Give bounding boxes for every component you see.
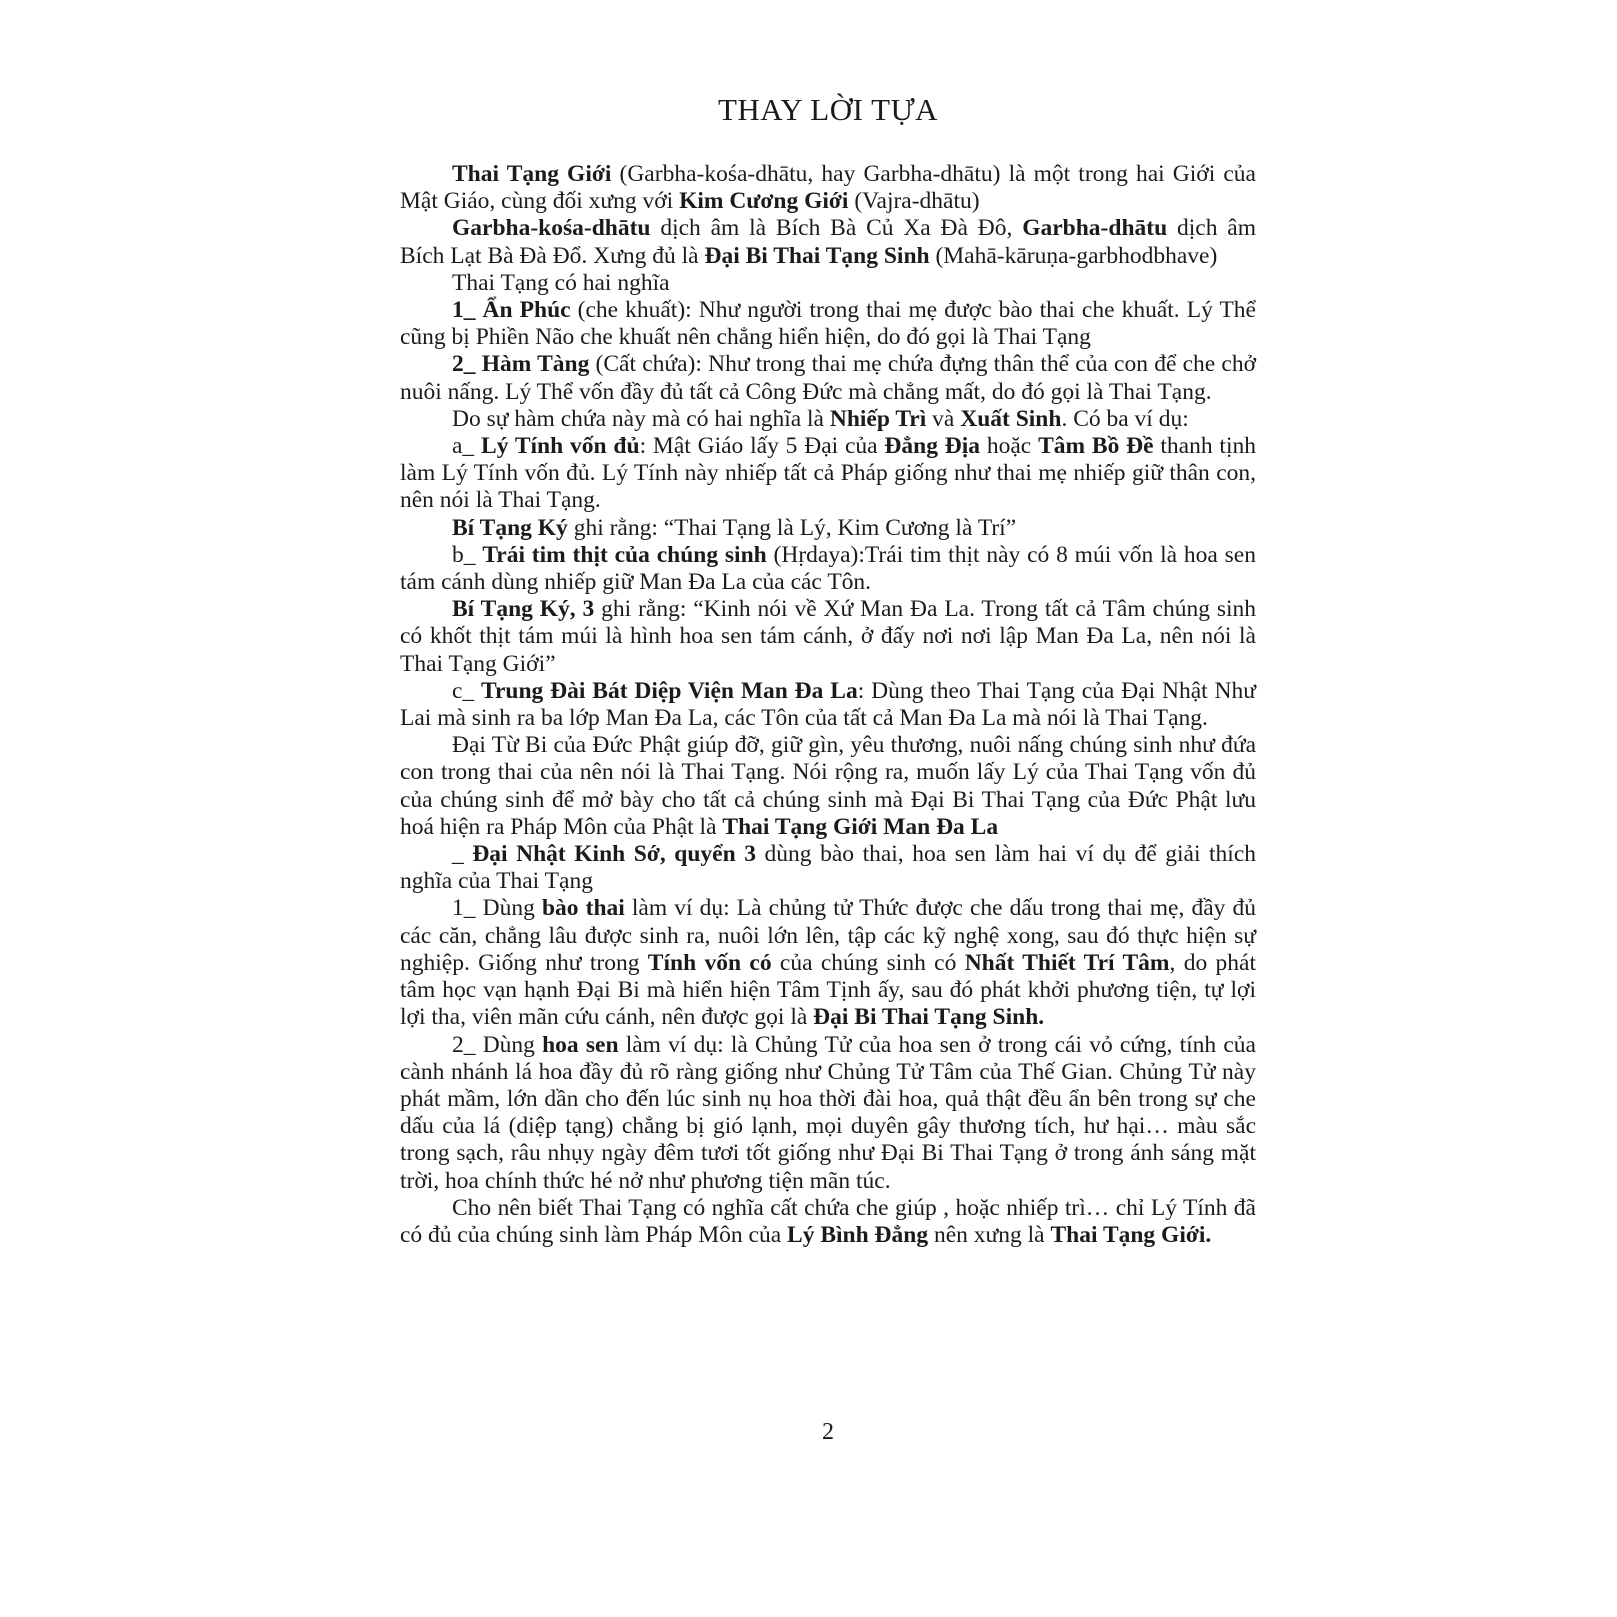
bold-text-segment: Lý Tính vốn đủ <box>481 433 640 460</box>
paragraph <box>400 406 1256 433</box>
bold-text-segment: Trung Đài Bát Diệp Viện Man Đa La <box>481 677 858 704</box>
text-segment: Đại Từ Bi của Đức Phật giúp đỡ, giữ gìn, yêu thương, nuôi nấng chúng sinh như đứa con trong thai của nên nói là Thai Tạng. Nói rộng ra, muốn lấy Lý của Thai Tạng vốn đủ của chúng sinh để mở bày cho tất cả chúng sinh mà Đại Bi Thai Tạng của Đức Phật lưu hoá hiện ra Pháp Môn của Phật là <box>400 732 1256 840</box>
text-segment: dịch âm là Bích Bà Củ Xa Đà Đô, <box>650 215 1023 242</box>
bold-text-segment: Trái tim thịt của chúng sinh <box>482 541 767 568</box>
text-segment: 2_ Dùng <box>452 1031 543 1058</box>
text-segment: (Garbha-kośa-dhātu, hay Garbha-dhātu) là một trong hai Giới của Mật Giáo, cùng đối xưng với <box>400 161 1256 215</box>
bold-text-segment: Bí Tạng Ký <box>452 514 568 541</box>
page-title: THAY LỜI TỰA <box>717 92 939 127</box>
text-segment: : Mật Giáo lấy 5 Đại của <box>639 433 885 460</box>
paragraph <box>400 161 1256 215</box>
paragraph <box>400 351 1256 405</box>
paragraph <box>400 1195 1256 1249</box>
text-segment: 1_ Dùng <box>452 895 542 922</box>
text-segment: a_ <box>452 433 482 460</box>
bold-text-segment: Nhiếp Trì <box>829 405 927 432</box>
paragraph <box>400 732 1256 841</box>
text-segment: (che khuất): Như người trong thai mẹ được bào thai che khuất. Lý Thể cũng bị Phiền Não che khuất nên chẳng hiển hiện, do đó gọi là Thai Tạng <box>400 297 1256 351</box>
bold-text-segment: Tâm Bồ Đề <box>1038 433 1154 460</box>
text-segment: thanh tịnh làm Lý Tính vốn đủ. Lý Tính này nhiếp tất cả Pháp giống như thai mẹ nhiếp giữ thân con, nên nói là Thai Tạng. <box>400 433 1256 514</box>
paragraph <box>400 297 1256 351</box>
paragraph <box>400 515 1256 542</box>
text-segment: nên xưng là <box>928 1221 1051 1248</box>
text-segment: ghi rằng: “Kinh nói về Xứ Man Đa La. Trong tất cả Tâm chúng sinh có khốt thịt tám múi là hình hoa sen tám cánh, ở đấy nơi nơi lập Man Đa La, nên nói là Thai Tạng Giới” <box>400 596 1256 677</box>
paragraph <box>400 678 1256 732</box>
text-segment: làm ví dụ: là Chủng Tử của hoa sen ở trong cái vỏ cứng, tính của cành nhánh lá hoa đầy đủ rõ ràng giống như Chủng Tử Tâm của Thế Gian. Chủng Tử này phát mầm, lớn dần cho đến lúc sinh nụ hoa thời đài hoa, quả thật đều ẩn bên trong sự che dấu của lá (diệp tạng) chẳng bị gió lạnh, mọi duyên gây thương tích, hư hại… màu sắc trong sạch, râu nhụy ngày đêm tươi tốt giống như Đại Bi Thai Tạng ở trong ánh sáng mặt trời, hoa chính thức hé nở như phương tiện mãn túc. <box>400 1031 1256 1194</box>
bold-text-segment: Thai Tạng Giới Man Đa La <box>722 813 999 840</box>
text-segment: (Mahā-kāruṇa-garbhodbhave) <box>929 242 1218 269</box>
text-segment: (Cất chứa): Như trong thai mẹ chứa đựng thân thể của con để che chở nuôi nấng. Lý Thể vốn đầy đủ tất cả Công Đức mà chẳng mất, do đó gọi là Thai Tạng. <box>400 351 1256 405</box>
text-segment: (Vajra-dhātu) <box>848 188 980 215</box>
paragraph <box>400 895 1256 1031</box>
text-segment: (Hṛdaya):Trái tim thịt này có 8 múi vốn là hoa sen tám cánh dùng nhiếp giữ Man Đa La của các Tôn. <box>400 541 1256 596</box>
document-body <box>400 161 1256 1249</box>
paragraph <box>400 215 1256 269</box>
bold-text-segment: Kim Cương Giới <box>679 188 849 215</box>
bold-text-segment: Đại Bi Thai Tạng Sinh <box>704 242 930 269</box>
text-segment: Do sự hàm chứa này mà có hai nghĩa là <box>452 405 830 432</box>
bold-text-segment: Lý Bình Đẳng <box>787 1221 929 1248</box>
text-segment: _ <box>452 841 473 868</box>
text-segment: dịch âm Bích Lạt Bà Đà Đổ. Xưng đủ là <box>400 215 1256 269</box>
text-segment: : Dùng theo Thai Tạng của Đại Nhật Như Lai mà sinh ra ba lớp Man Đa La, các Tôn của tất cả Man Đa La mà nói là Thai Tạng. <box>400 677 1256 732</box>
bold-text-segment: Garbha-dhātu <box>1022 215 1168 242</box>
text-segment: của chúng sinh có <box>771 949 965 976</box>
bold-text-segment: Tính vốn có <box>647 949 772 976</box>
bold-text-segment: bào thai <box>541 895 625 922</box>
bold-text-segment: 2_ Hàm Tàng <box>452 351 590 378</box>
text-segment: làm ví dụ: Là chủng tử Thức được che dấu trong thai mẹ, đầy đủ các căn, chẳng lâu được sinh ra, nuôi lớn lên, tập các kỹ nghệ xong, sau đó thực hiện sự nghiệp. Giống như trong <box>400 895 1256 976</box>
bold-text-segment: Thai Tạng Giới. <box>1050 1221 1212 1248</box>
bold-text-segment: Bí Tạng Ký, 3 <box>452 596 595 623</box>
text-segment: c_ <box>452 677 482 704</box>
text-segment: b_ <box>452 541 483 568</box>
bold-text-segment: Thai Tạng Giới <box>452 161 612 187</box>
bold-text-segment: Nhất Thiết Trí Tâm <box>964 949 1170 976</box>
text-segment: Thai Tạng có hai nghĩa <box>452 269 670 296</box>
page-number: 2 <box>822 1419 834 1445</box>
text-segment: . Có ba ví dụ: <box>1061 405 1189 432</box>
paragraph <box>400 841 1256 895</box>
bold-text-segment: 1_ Ẩn Phúc <box>452 297 571 324</box>
text-segment: hoặc <box>980 433 1039 460</box>
text-segment: và <box>926 405 961 432</box>
paragraph <box>400 433 1256 515</box>
bold-text-segment: Garbha-kośa-dhātu <box>452 215 651 242</box>
bold-text-segment: Xuất Sinh <box>960 405 1062 432</box>
bold-text-segment: Đại Bi Thai Tạng Sinh. <box>813 1004 1045 1031</box>
text-segment: dùng bào thai, hoa sen làm hai ví dụ để giải thích nghĩa của Thai Tạng <box>400 841 1257 895</box>
text-segment: , do phát tâm học vạn hạnh Đại Bi mà hiển hiện Tâm Tịnh ấy, sau đó phát khởi phương tiện, tự lợi lợi tha, viên mãn cứu cánh, nên được gọi là <box>400 949 1257 1031</box>
bold-text-segment: hoa sen <box>542 1031 619 1058</box>
paragraph <box>400 596 1256 678</box>
text-segment: Cho nên biết Thai Tạng có nghĩa cất chứa che giúp , hoặc nhiếp trì… chỉ Lý Tính đã có đủ của chúng sinh làm Pháp Môn của <box>400 1194 1256 1248</box>
paragraph <box>400 1032 1256 1195</box>
paragraph <box>400 270 1256 297</box>
text-segment: ghi rằng: “Thai Tạng là Lý, Kim Cương là Trí” <box>567 514 1017 541</box>
bold-text-segment: Đại Nhật Kinh Sớ, quyển 3 <box>472 841 756 868</box>
bold-text-segment: Đẳng Địa <box>884 433 981 460</box>
paragraph <box>400 542 1256 596</box>
